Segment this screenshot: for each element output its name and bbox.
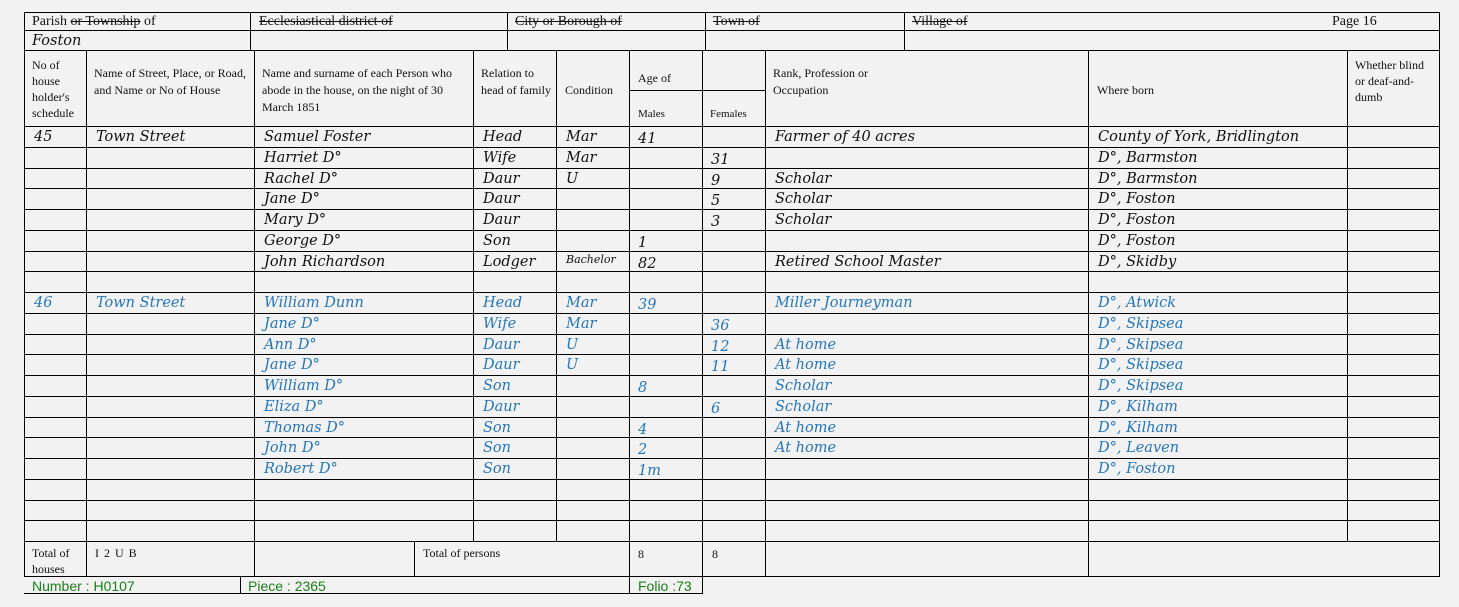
- cell-born: D°, Foston: [1098, 191, 1176, 208]
- cell-cond: Bachelor: [566, 252, 616, 266]
- ecclesiastical-label: Ecclesiastical district of: [259, 14, 393, 29]
- parish-value: Foston: [32, 33, 82, 49]
- col-schedule: No of house holder's schedule: [32, 58, 74, 120]
- col-females: Females: [710, 108, 747, 120]
- cell-f: 6: [711, 400, 721, 417]
- grid-hline: [24, 576, 1440, 577]
- grid-hline: [24, 479, 1440, 480]
- grid-hline: [24, 375, 1440, 376]
- cell-rel: Daur: [483, 336, 520, 353]
- cell-occ: Farmer of 40 acres: [775, 129, 916, 145]
- grid-hline: [24, 147, 1440, 148]
- col-street: Name of Street, Place, or Road, and Name or No of House: [94, 66, 246, 97]
- grid-vline: [629, 541, 630, 577]
- grid-hline: [24, 334, 1440, 335]
- grid-hline: [24, 313, 1440, 314]
- grid-hline: [24, 188, 1440, 189]
- grid-hline: [24, 251, 1440, 252]
- col-condition: Condition: [565, 83, 614, 97]
- cell-name: Jane D°: [264, 191, 320, 208]
- cell-born: D°, Skipsea: [1098, 378, 1184, 394]
- grid-vline: [1088, 50, 1089, 542]
- cell-cond: Mar: [566, 149, 597, 166]
- cell-rel: Wife: [483, 149, 517, 166]
- cell-m: 1m: [638, 463, 661, 479]
- cell-occ: At home: [775, 357, 837, 374]
- total-males: 8: [638, 547, 644, 561]
- cell-sched: 46: [34, 295, 53, 311]
- grid-hline: [24, 50, 1440, 51]
- cell-rel: Son: [483, 232, 512, 249]
- cell-rel: Head: [483, 129, 523, 145]
- grid-vline: [629, 50, 630, 542]
- cell-cond: U: [566, 336, 579, 353]
- cell-born: D°, Leaven: [1098, 440, 1180, 457]
- cell-m: 82: [638, 255, 657, 272]
- cell-m: 4: [638, 421, 648, 438]
- total-houses-label: Total of houses: [32, 546, 70, 576]
- reference-folio: Folio :73: [638, 578, 692, 594]
- cell-f: 36: [711, 317, 730, 334]
- cell-rel: Son: [483, 461, 512, 477]
- cell-rel: Daur: [483, 357, 520, 374]
- cell-cond: U: [566, 357, 579, 374]
- cell-name: Robert D°: [264, 461, 338, 477]
- grid-hline: [24, 230, 1440, 231]
- cell-m: 41: [638, 131, 657, 147]
- cell-f: 11: [711, 359, 730, 376]
- cell-f: 12: [711, 338, 730, 355]
- cell-cond: U: [566, 170, 579, 187]
- grid-vline: [702, 541, 703, 577]
- grid-hline: [24, 437, 1440, 438]
- cell-rel: Lodger: [483, 253, 536, 270]
- col-age: Age of: [638, 71, 671, 85]
- cell-cond: Mar: [566, 315, 597, 332]
- grid-vline: [414, 541, 415, 577]
- cell-occ: At home: [775, 336, 837, 353]
- cell-name: William Dunn: [264, 295, 364, 311]
- cell-rel: Son: [483, 440, 512, 457]
- parish-of-text: of: [143, 14, 156, 29]
- cell-born: D°, Barmston: [1098, 149, 1198, 166]
- grid-hline: [24, 12, 1440, 13]
- total-persons-label: Total of persons: [423, 546, 501, 560]
- cell-street: Town Street: [96, 129, 186, 145]
- grid-vline: [86, 50, 87, 542]
- cell-name: Rachel D°: [264, 170, 339, 187]
- grid-hline: [24, 292, 1440, 293]
- cell-name: Eliza D°: [264, 398, 324, 415]
- cell-name: Ann D°: [264, 336, 317, 353]
- col-blind: Whether blind or deaf-and-dumb: [1355, 58, 1424, 104]
- cell-name: George D°: [264, 232, 342, 249]
- grid-vline: [254, 50, 255, 542]
- cell-born: D°, Atwick: [1098, 295, 1177, 311]
- cell-f: 5: [711, 193, 721, 210]
- grid-vline: [556, 50, 557, 542]
- cell-f: 31: [711, 151, 730, 168]
- cell-occ: Scholar: [775, 398, 832, 415]
- grid-vline: [240, 576, 241, 594]
- cell-name: Jane D°: [264, 357, 320, 374]
- cell-name: John D°: [264, 440, 321, 457]
- cell-occ: Scholar: [775, 170, 832, 187]
- grid-vline: [765, 50, 766, 542]
- cell-rel: Daur: [483, 212, 520, 228]
- grid-vline: [629, 576, 630, 594]
- grid-vline: [705, 12, 706, 51]
- cell-street: Town Street: [96, 295, 186, 311]
- cell-name: Jane D°: [264, 315, 320, 332]
- cell-rel: Son: [483, 378, 512, 394]
- cell-m: 39: [638, 297, 657, 313]
- parish-text: Parish: [32, 14, 67, 29]
- total-houses-value: I 2 U B: [95, 546, 138, 560]
- cell-name: William D°: [264, 378, 344, 394]
- cell-born: D°, Foston: [1098, 232, 1176, 249]
- cell-name: Harriet D°: [264, 149, 342, 166]
- grid-hline: [24, 354, 1440, 355]
- cell-name: John Richardson: [264, 253, 386, 270]
- cell-m: 1: [638, 234, 648, 251]
- cell-m: 8: [638, 380, 648, 396]
- cell-rel: Daur: [483, 191, 520, 208]
- township-struck: or Township: [70, 14, 141, 29]
- grid-vline: [1347, 50, 1348, 542]
- cell-rel: Son: [483, 419, 512, 436]
- cell-name: Samuel Foster: [264, 129, 371, 145]
- cell-rel: Wife: [483, 315, 517, 332]
- cell-born: D°, Foston: [1098, 461, 1176, 477]
- cell-occ: Retired School Master: [775, 253, 941, 270]
- grid-vline: [765, 541, 766, 577]
- cell-occ: Scholar: [775, 191, 832, 208]
- cell-born: D°, Skidby: [1098, 253, 1177, 270]
- cell-occ: Miller Journeyman: [775, 295, 913, 311]
- grid-hline: [24, 396, 1440, 397]
- cell-occ: Scholar: [775, 378, 832, 394]
- cell-born: D°, Skipsea: [1098, 336, 1184, 353]
- col-where-born: Where born: [1097, 83, 1154, 97]
- cell-rel: Daur: [483, 170, 520, 187]
- grid-vline: [250, 12, 251, 51]
- col-relation: Relation to head of family: [481, 66, 551, 97]
- grid-hline: [24, 541, 1440, 542]
- cell-name: Thomas D°: [264, 419, 346, 436]
- grid-vline: [702, 50, 703, 542]
- cell-cond: Mar: [566, 129, 597, 145]
- col-name: Name and surname of each Person who abode in the house, on the night of 30 March 1851: [262, 66, 452, 114]
- grid-hline: [24, 209, 1440, 210]
- grid-hline: [24, 500, 1440, 501]
- grid-vline: [254, 541, 255, 577]
- grid-hline: [24, 520, 1440, 521]
- page-number: Page 16: [1332, 14, 1377, 29]
- grid-vline: [473, 50, 474, 542]
- grid-hline: [24, 458, 1440, 459]
- cell-m: 2: [638, 442, 648, 459]
- cell-occ: Scholar: [775, 212, 832, 228]
- cell-born: D°, Foston: [1098, 212, 1176, 228]
- grid-vline: [1088, 541, 1089, 577]
- cell-born: D°, Skipsea: [1098, 357, 1184, 374]
- cell-rel: Head: [483, 295, 523, 311]
- grid-vline: [24, 12, 25, 577]
- cell-f: 3: [711, 214, 721, 230]
- cell-occ: At home: [775, 440, 837, 457]
- grid-hline: [629, 90, 766, 91]
- cell-born: D°, Kilham: [1098, 419, 1178, 436]
- grid-vline: [702, 576, 703, 594]
- village-label: Village of: [912, 14, 968, 29]
- grid-vline: [507, 12, 508, 51]
- cell-name: Mary D°: [264, 212, 327, 228]
- col-males: Males: [638, 108, 665, 120]
- grid-vline: [904, 12, 905, 51]
- grid-hline: [24, 30, 1440, 31]
- cell-born: D°, Skipsea: [1098, 315, 1184, 332]
- grid-hline: [24, 271, 1440, 272]
- cell-born: D°, Barmston: [1098, 170, 1198, 187]
- parish-label: [32, 14, 156, 30]
- reference-number: Number : H0107: [32, 578, 135, 594]
- total-females: 8: [712, 547, 718, 561]
- cell-born: County of York, Bridlington: [1098, 129, 1300, 145]
- cell-rel: Daur: [483, 398, 520, 415]
- town-label: Town of: [713, 14, 760, 29]
- grid-vline: [1439, 12, 1440, 577]
- cell-f: 9: [711, 172, 721, 189]
- city-label: City or Borough of: [515, 14, 622, 29]
- cell-sched: 45: [34, 129, 53, 145]
- reference-piece: Piece : 2365: [248, 578, 326, 594]
- grid-hline: [24, 417, 1440, 418]
- cell-born: D°, Kilham: [1098, 398, 1178, 415]
- cell-occ: At home: [775, 419, 837, 436]
- grid-hline: [24, 168, 1440, 169]
- col-occupation: Rank, Profession or Occupation: [773, 66, 868, 97]
- cell-cond: Mar: [566, 295, 597, 311]
